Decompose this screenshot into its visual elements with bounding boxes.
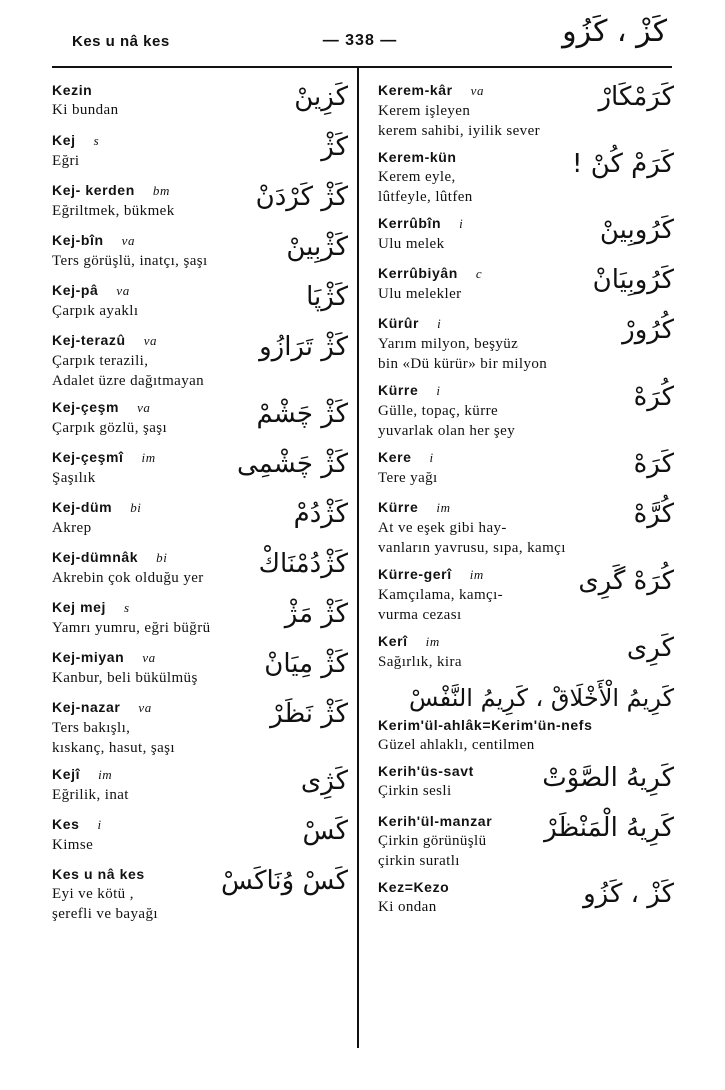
part-of-speech: va [116,283,130,298]
dictionary-entry [378,213,674,257]
definition-line: Ki bundan [52,102,119,118]
definition-line: Kimse [52,837,94,853]
part-of-speech: va [142,650,156,665]
headword-text: Kej [52,132,76,148]
arabic-script: كَژِى [300,766,348,796]
dictionary-entry [378,564,674,625]
headword-text: Kürre [378,382,419,398]
left-column [52,80,348,930]
arabic-script: كَسْ وُنَاكَسْ [220,866,348,896]
arabic-script: كَژْبِينْ [286,232,348,262]
part-of-speech: i [97,817,102,832]
headword-text: Kez=Kezo [378,879,450,895]
part-of-speech: s [93,133,100,148]
arabic-script: كَرَهْ [633,449,674,479]
arabic-script: كَژْ كَرْدَنْ [255,182,348,212]
dictionary-entry [52,814,348,858]
definition-line: Çarpık gözlü, şaşı [52,420,168,436]
dictionary-entry [378,380,674,441]
arabic-script: كَژْ تَرَازُو [259,332,348,362]
headword-text: Kej-dümnâk [52,549,139,565]
arabic-script: كَرِيهُ الصَّوْتْ [542,763,674,793]
definition-line: vanların yavrusu, sıpa, kamçı [378,540,566,556]
arabic-script: كَزِينْ [294,82,348,112]
definition-line: vurma cezası [378,607,462,623]
part-of-speech: i [436,383,441,398]
dictionary-entry [52,597,348,641]
definition-line: kerem sahibi, iyilik sever [378,123,541,139]
entry-headword [378,380,674,401]
dictionary-entry [52,80,348,124]
running-head: Kes u nâ kes [72,33,170,50]
headword-text: Kej-düm [52,499,113,515]
definition-line: çirkin suratlı [378,853,460,869]
definition-line: Eyi ve kötü , [52,886,134,902]
headword-text: Kes [52,816,80,832]
part-of-speech: va [470,83,485,98]
headword-text: Kürre [378,499,419,515]
part-of-speech: i [437,316,442,331]
headword-text: Kerrûbiyân [378,265,458,281]
headword-text: Kezin [52,82,93,98]
headword-text: Kej- kerden [52,182,135,198]
arabic-script: كَسْ [302,816,348,846]
headword-text: Kej-nazar [52,699,121,715]
dictionary-entry [378,761,674,805]
part-of-speech: va [137,400,151,415]
part-of-speech: c [475,266,483,281]
dictionary-entry [52,497,348,541]
definition-line: Çirkin görünüşlü [378,833,487,849]
dictionary-entry [52,647,348,691]
headword-text: Kej mej [52,599,106,615]
arabic-script: كَرُوبِينْ [599,215,674,245]
arabic-script: كَزْ ، كَزُو [583,879,674,909]
dictionary-entry [52,447,348,491]
arabic-script: كُرَّهْ [633,499,674,529]
dictionary-entry [52,697,348,758]
headword-text: Kerrûbîn [378,215,442,231]
arabic-script: كَرِى [626,633,674,663]
arabic-script: كَژْ [321,132,348,162]
dictionary-entry [378,313,674,374]
definition-line: Kerem işleyen [378,103,471,119]
dictionary-entry [52,397,348,441]
headword-text: Kej-bîn [52,232,104,248]
dictionary-entry [52,130,348,174]
part-of-speech: im [141,450,156,465]
headword-text: Kerih'üs-savt [378,763,474,779]
part-of-speech: i [429,450,434,465]
right-column [378,80,674,927]
arabic-script: كَژْپَا [306,282,348,312]
definition-line: Akrep [52,520,92,536]
dictionary-entry [378,147,674,207]
dictionary-entry [378,877,674,921]
arabic-script: كُرَهْ [633,382,674,412]
arabic-script: كَرُوبِيَانْ [592,265,674,295]
definition-line: yuvarlak olan her şey [378,423,516,439]
dictionary-entry [52,764,348,808]
definition-line: Yamrı yumru, eğri büğrü [52,620,211,636]
headword-text: Kürre-gerî [378,566,452,582]
definition-line: Çirkin sesli [378,783,452,799]
definition-line: Kanbur, beli bükülmüş [52,670,198,686]
page-number: — 338 — [322,32,398,49]
part-of-speech: im [469,567,484,582]
dictionary-entry [378,497,674,558]
arabic-script: كَژْ چَشْمْ [256,399,348,429]
dictionary-entry [52,180,348,224]
definition-line: Yarım milyon, beşyüz [378,336,519,352]
definition-line: Kamçılama, kamçı- [378,587,504,603]
headword-text: Kerî [378,633,408,649]
part-of-speech: bm [152,183,170,198]
entry-headword [52,280,348,301]
part-of-speech: im [98,767,113,782]
definition-line: Ulu melekler [378,286,462,302]
definition-line: Akrebin çok olduğu yer [52,570,204,586]
definition-line: Adalet üzre dağıtmayan [52,373,205,389]
column-divider [357,68,359,1048]
arabic-script: كَرِيمُ الْأَخْلَاقْ ، كَرِيمُ النَّفْسْ [409,684,674,712]
dictionary-entry [52,864,348,924]
arabic-script: كَژْدُمْنَاكْ [258,549,348,579]
headword-text: Kerih'ül-manzar [378,813,493,829]
definition-line: Ulu melek [378,236,445,252]
arabic-script: كَژْ نَظَرْ [270,699,348,729]
part-of-speech: im [425,634,440,649]
headword-text: Kej-pâ [52,282,99,298]
definition-line: şerefli ve bayağı [52,906,158,922]
definition-line: Şaşılık [52,470,96,486]
arabic-script: كَژْ چَشْمِى [237,449,348,479]
definition-line: Sağırlık, kira [378,654,462,670]
entry-headword [378,447,674,468]
arabic-script: كَرَمْ كُنْ ! [572,149,674,179]
arabic-script: كُرُورْ [622,315,674,345]
headword-text: Kürûr [378,315,420,331]
part-of-speech: bi [130,500,142,515]
part-of-speech: va [143,333,158,348]
page-header [0,0,725,70]
headword-text: Kerim'ül-ahlâk=Kerim'ün-nefs [378,717,593,733]
headword-text: Kejî [52,766,81,782]
headword-text: Kere [378,449,412,465]
dictionary-entry [378,447,674,491]
definition-line: Tere yağı [378,470,438,486]
headword-text: Kerem-kâr [378,82,453,98]
headword-text: Kej-çeşm [52,399,120,415]
dictionary-entry [378,631,674,675]
dictionary-entry [52,330,348,391]
entry-headword [52,130,348,151]
dictionary-entry [378,811,674,871]
part-of-speech: bi [156,550,168,565]
definition-line: Gülle, topaç, kürre [378,403,499,419]
definition-line: Ters görüşlü, inatçı, şaşı [52,253,208,269]
part-of-speech: im [436,500,451,515]
headword-text: Kej-terazû [52,332,126,348]
dictionary-entry [52,230,348,274]
definition-line: Eğri [52,153,80,169]
definition-line: kıskanç, hasut, şaşı [52,740,175,756]
arabic-running-head: كَزْ ، كَزُو [562,14,667,49]
part-of-speech: va [138,700,152,715]
arabic-script: كَژْ مَژْ [284,599,348,629]
dictionary-entry [378,681,674,755]
arabic-script: كَژْدُمْ [293,499,348,529]
part-of-speech: va [121,233,136,248]
headword-text: Kej-çeşmî [52,449,124,465]
definition-line: Çarpık terazili, [52,353,149,369]
dictionary-entry [378,263,674,307]
headword-text: Kerem-kün [378,149,457,165]
definition-line: lûtfeyle, lûtfen [378,189,473,205]
definition-line: Kerem eyle, [378,169,456,185]
definition-line: Ki ondan [378,899,437,915]
arabic-script: كَرَمْكَارْ [598,82,674,112]
arabic-script: كَرِيهُ الْمَنْظَرْ [544,813,674,843]
definition-line: Güzel ahlaklı, centilmen [378,737,535,753]
header-rule [52,66,672,68]
dictionary-entry [52,280,348,324]
arabic-script: كَژْ مِيَانْ [264,649,348,679]
definition-line: Eğrilik, inat [52,787,129,803]
arabic-script: كُرَهْ گَرِى [578,566,674,596]
part-of-speech: i [459,216,464,231]
entry-headword [378,497,674,518]
entry-headword [378,715,674,735]
part-of-speech: s [124,600,130,615]
definition-line: Çarpık ayaklı [52,303,139,319]
definition-line: Eğriltmek, bükmek [52,203,175,219]
dictionary-entry [378,80,674,141]
definition-line: Ters bakışlı, [52,720,131,736]
headword-text: Kes u nâ kes [52,866,145,882]
definition-line: At ve eşek gibi hay- [378,520,507,536]
definition-line: bin «Dü kürür» bir milyon [378,356,548,372]
dictionary-entry [52,547,348,591]
headword-text: Kej-miyan [52,649,125,665]
